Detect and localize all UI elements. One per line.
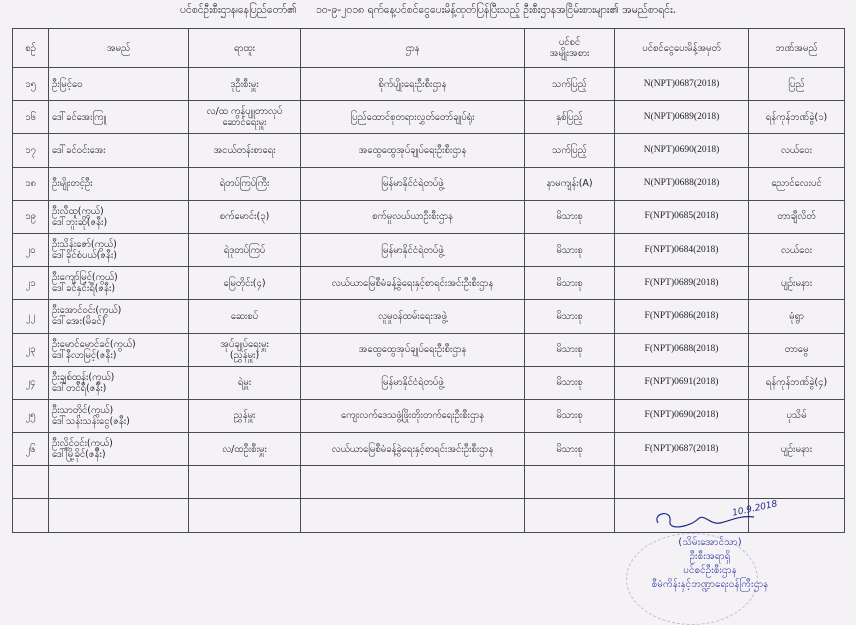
cell-dept: လယ်ယာမြေစီမံခန့်ခွဲရေးနှင့်စာရင်းအင်းဦးစီးဌာန (301, 433, 525, 466)
empty-cell (13, 466, 49, 499)
cell-order: N(NPT)0689(2018) (615, 101, 749, 134)
cell-bank: ပုသိမ် (749, 399, 845, 432)
cell-order: F(NPT)0684(2018) (615, 233, 749, 266)
cell-type: မိသားစု (525, 399, 615, 432)
col-header-order: ပင်စင်ငွေပေးမိန့်အမှတ် (615, 29, 749, 68)
cell-order: F(NPT)0688(2018) (615, 333, 749, 366)
cell-order: N(NPT)0687(2018) (615, 68, 749, 101)
cell-no: ၂၁ (13, 267, 49, 300)
cell-order: F(NPT)0690(2018) (615, 399, 749, 432)
cell-name: ဒေါ်ခင်ဝင်းအေး (49, 134, 189, 167)
col-header-bank: ဘဏ်အမည် (749, 29, 845, 68)
cell-type: မိသားစု (525, 200, 615, 233)
cell-no: ၁၈ (13, 167, 49, 200)
title-left: ပင်စင်ဦးစီးဌာန၊နေပြည်တော်၏ (180, 4, 297, 16)
cell-order: F(NPT)0685(2018) (615, 200, 749, 233)
cell-rank: ဆေးစပ် (189, 300, 301, 333)
empty-cell (525, 466, 615, 499)
cell-bank: တာချီလိတ် (749, 200, 845, 233)
page-title (0, 4, 856, 19)
table-row (13, 233, 845, 266)
table-row (13, 200, 845, 233)
col-header-rank: ရာထူး (189, 29, 301, 68)
cell-no: ၂၃ (13, 333, 49, 366)
cell-bank: ပျဉ်းမနား (749, 433, 845, 466)
cell-bank: မုံရွာ (749, 300, 845, 333)
cell-order: F(NPT)0686(2018) (615, 300, 749, 333)
cell-no: ၂၀ (13, 233, 49, 266)
cell-dept: အထွေထွေအုပ်ချုပ်ရေးဦးစီးဌာန (301, 333, 525, 366)
empty-row (13, 466, 845, 499)
table-row (13, 167, 845, 200)
cell-name: ဦးသာတိုင်(ကွယ်) ဒေါ်သန်းသန်းငွေ(ဇနီး) (49, 399, 189, 432)
cell-rank: အုပ်ချုပ်ရေးမှူး (ညွှန်မှူး) (189, 333, 301, 366)
cell-name: ဦးသိန်းဇော်(ကွယ်) ဒေါ်ခိုင်စံပယ်(ဇနီး) (49, 233, 189, 266)
cell-order: F(NPT)0687(2018) (615, 433, 749, 466)
cell-type: သက်ပြည့် (525, 68, 615, 101)
empty-cell (749, 466, 845, 499)
cell-no: ၂၂ (13, 300, 49, 333)
empty-cell (13, 499, 49, 532)
cell-no: ၁၅ (13, 68, 49, 101)
empty-cell (49, 466, 189, 499)
cell-type: မိသားစု (525, 267, 615, 300)
signer-name: (သိမ်းအောင်သာ) (678, 537, 742, 548)
cell-type: မိသားစု (525, 333, 615, 366)
cell-name: ဦးမောင်မောင်ခင်(ကွယ်) ဒေါ်နီလာမြင့်(ဇနီး) (49, 333, 189, 366)
table-row (13, 399, 845, 432)
empty-cell (301, 499, 525, 532)
col-header-no: စဉ် (13, 29, 49, 68)
cell-type: မိသားစု (525, 233, 615, 266)
empty-cell (301, 466, 525, 499)
table-row (13, 101, 845, 134)
empty-cell (189, 466, 301, 499)
cell-order: F(NPT)0689(2018) (615, 267, 749, 300)
title-right: ၁၀-၉-၂၀၁၈ ရက်နေ့ပင်စင်ငွေပေးမိန့်ထုတ်ပြန်ပြီးသည့် ဦးစီးဌာနအငြိမ်းစားများ၏ အမည်စာရင်း. (315, 4, 676, 16)
cell-dept: မြန်မာနိုင်ငံရဲတပ်ဖွဲ့ (301, 167, 525, 200)
cell-dept: ပြည်ထောင်စုတရားလွှတ်တော်ချုပ်ရုံး (301, 101, 525, 134)
cell-bank: တာမွေ (749, 333, 845, 366)
cell-dept: မြန်မာနိုင်ငံရဲတပ်ဖွဲ့ (301, 233, 525, 266)
cell-no: ၂၅ (13, 399, 49, 432)
cell-rank: ဒုဦးစီးမှူး (189, 68, 301, 101)
cell-name: ဦးမျိုးတင့်ဦး (49, 167, 189, 200)
header-row (13, 29, 845, 68)
cell-type: မိသားစု (525, 300, 615, 333)
signer-office: ပင်စင်ဦးစီးဌာန (683, 565, 737, 576)
col-header-type: ပင်စင် အမျိုးအစား (525, 29, 615, 68)
cell-order: N(NPT)0688(2018) (615, 167, 749, 200)
cell-dept: စက်မှုလယ်ယာဦးစီးဌာန (301, 200, 525, 233)
cell-dept: ကျေးလက်ဒေသဖွံ့ဖြိုးတိုးတက်ရေးဦးစီးဌာန (301, 399, 525, 432)
cell-dept: လူမှုဝန်ထမ်းရေးအဖွဲ့ (301, 300, 525, 333)
cell-order: F(NPT)0691(2018) (615, 366, 749, 399)
cell-no: ၂၄ (13, 366, 49, 399)
empty-cell (525, 499, 615, 532)
cell-name: ဦးအောင်ဝင်း(ကွယ်) ဒေါ်အေး(မိခင်) (49, 300, 189, 333)
empty-cell (189, 499, 301, 532)
table-row (13, 68, 845, 101)
cell-type: သက်ပြည့် (525, 134, 615, 167)
cell-dept: လယ်ယာမြေစီမံခန့်ခွဲရေးနှင့်စာရင်းအင်းဦးစီးဌာန (301, 267, 525, 300)
cell-no: ၂၆ (13, 433, 49, 466)
cell-name: ဦးကျော်မြင့်(ကွယ်) ဒေါ်ခင်နှင်းရီ(ဇနီး) (49, 267, 189, 300)
signature-block (610, 499, 810, 595)
pension-table (12, 28, 845, 533)
table-row (13, 267, 845, 300)
table-row (13, 433, 845, 466)
cell-rank: ရဲဒုတပ်ကြပ် (189, 233, 301, 266)
cell-dept: မြန်မာနိုင်ငံရဲတပ်ဖွဲ့ (301, 366, 525, 399)
cell-rank: လ/ထ ကွန်ပျူတာလုပ် ဆောင်ရေးမှူး (189, 101, 301, 134)
cell-name: ဦးလှိုင်ဝင်း(ကွယ်) ဒေါ်မြို့ခိုင်(ဇနီး) (49, 433, 189, 466)
cell-order: N(NPT)0690(2018) (615, 134, 749, 167)
empty-cell (615, 466, 749, 499)
empty-cell (49, 499, 189, 532)
cell-rank: ရဲမှူး (189, 366, 301, 399)
cell-no: ၁၇ (13, 134, 49, 167)
cell-rank: ရဲတပ်ကြပ်ကြီး (189, 167, 301, 200)
cell-bank: လယ်ဝေး (749, 134, 845, 167)
cell-bank: ပြည် (749, 68, 845, 101)
cell-type: မိသားစု (525, 366, 615, 399)
cell-rank: စက်မောင်း(၃) (189, 200, 301, 233)
cell-rank: ညွှန်မှူး (189, 399, 301, 432)
cell-type: မိသားစု (525, 433, 615, 466)
cell-bank: ညောင်လေးပင် (749, 167, 845, 200)
signer-title: ဦးစီးအရာရှိ (689, 551, 731, 562)
cell-no: ၁၆ (13, 101, 49, 134)
cell-bank: ရန်ကုန်ဘဏ်ခွဲ(၄) (749, 366, 845, 399)
cell-rank: မြေတိုင်း(၄) (189, 267, 301, 300)
table-row (13, 134, 845, 167)
cell-bank: ရန်ကုန်ဘဏ်ခွဲ(၁) (749, 101, 845, 134)
cell-bank: ပျဉ်းမနား (749, 267, 845, 300)
table-row (13, 366, 845, 399)
col-header-dept: ဌာန (301, 29, 525, 68)
cell-rank: အငယ်တန်းစာရေး (189, 134, 301, 167)
cell-dept: အထွေထွေအုပ်ချုပ်ရေးဦးစီးဌာန (301, 134, 525, 167)
cell-name: ဒေါ်ခင်အေးကြူ (49, 101, 189, 134)
cell-no: ၁၉ (13, 200, 49, 233)
cell-name: ဦးချစ်ထွန်း(ကွယ်) ဒေါ်တင်ရီ(ဇနီး) (49, 366, 189, 399)
col-header-name: အမည် (49, 29, 189, 68)
cell-type: နာမကျန်း(A) (525, 167, 615, 200)
signer-office2: စီမံကိန်းနှင့်ဘဏ္ဍာရေးဝန်ကြီးဌာန (651, 579, 769, 590)
cell-dept: စိုက်ပျိုးရေးဦးစီးဌာန (301, 68, 525, 101)
cell-rank: လ/ထဦးစီးမှူး (189, 433, 301, 466)
signature-date: 10.9.2018 (731, 499, 779, 519)
cell-bank: လယ်ဝေး (749, 233, 845, 266)
table-row (13, 333, 845, 366)
cell-name: ဦးမြင့်ဝေ (49, 68, 189, 101)
table-row (13, 300, 845, 333)
cell-type: နှစ်ပြည့် (525, 101, 615, 134)
cell-name: ဦးလီထူ(ကွယ်) ဒေါ်ဘူးဆို(ဇနီး) (49, 200, 189, 233)
